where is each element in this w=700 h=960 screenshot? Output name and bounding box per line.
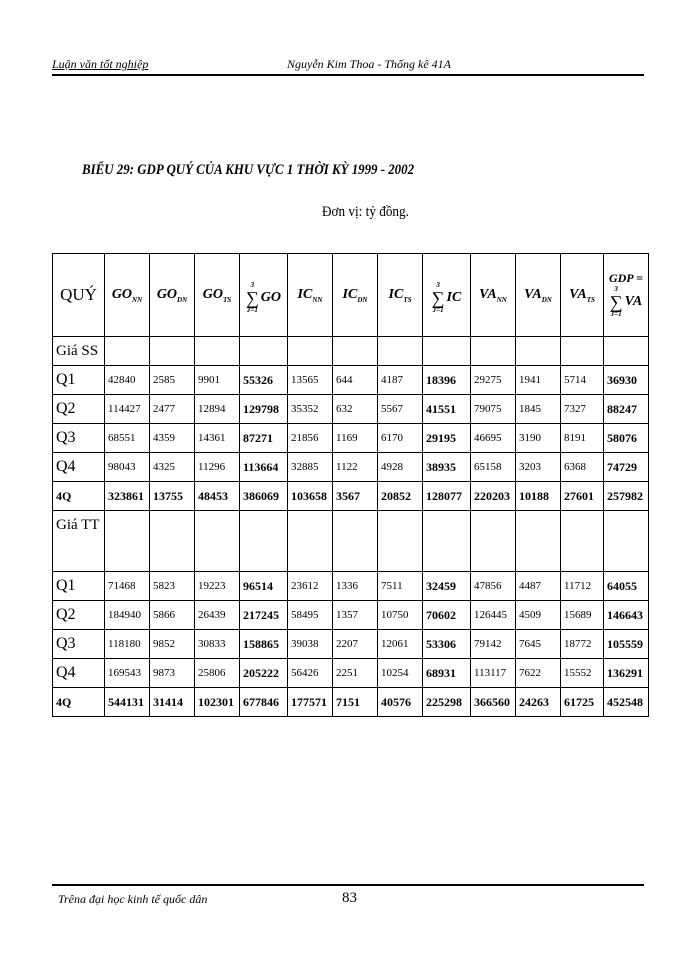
table-cell: 88247	[604, 395, 649, 424]
empty-cell	[288, 337, 333, 366]
table-cell: 58495	[288, 601, 333, 630]
table-cell: 7645	[516, 630, 561, 659]
table-cell: 3203	[516, 453, 561, 482]
table-cell: 29195	[423, 424, 471, 453]
quarter-label: Q2	[53, 395, 105, 424]
table-cell: 4325	[150, 453, 195, 482]
table-cell: 220203	[471, 482, 516, 511]
table-cell: 74729	[604, 453, 649, 482]
table-cell: 113664	[240, 453, 288, 482]
empty-cell	[561, 337, 604, 366]
table-cell: 129798	[240, 395, 288, 424]
table-cell: 32885	[288, 453, 333, 482]
quarter-label: Q3	[53, 424, 105, 453]
col-quy: QUÝ	[53, 254, 105, 337]
table-row	[53, 601, 649, 630]
col-va-dn: $VA_{DN}$	[516, 254, 561, 337]
table-cell: 58076	[604, 424, 649, 453]
unit-label: Đơn vị: tỷ đồng.	[322, 204, 409, 220]
table-cell: 23612	[288, 572, 333, 601]
table-cell: 15552	[561, 659, 604, 688]
table-cell: 64055	[604, 572, 649, 601]
table-cell: 1336	[333, 572, 378, 601]
section-label-row	[53, 337, 649, 366]
table-cell: 4487	[516, 572, 561, 601]
table-cell: 68931	[423, 659, 471, 688]
quarter-label: Q1	[53, 366, 105, 395]
col-go-dn: $GO_{DN}$	[150, 254, 195, 337]
table-cell: 11296	[195, 453, 240, 482]
table-cell: 158865	[240, 630, 288, 659]
table-cell: 7151	[333, 688, 378, 717]
table-cell: 2207	[333, 630, 378, 659]
col-gdp: GDP = 3 ∑ J=1 VA	[604, 254, 649, 337]
table-cell: 32459	[423, 572, 471, 601]
table-row	[53, 395, 649, 424]
table-cell: 105559	[604, 630, 649, 659]
empty-cell	[333, 511, 378, 572]
table-cell: 386069	[240, 482, 288, 511]
table-row	[53, 482, 649, 511]
empty-cell	[150, 337, 195, 366]
table-cell: 7327	[561, 395, 604, 424]
table-cell: 118180	[105, 630, 150, 659]
empty-cell	[423, 511, 471, 572]
quarter-label: Q4	[53, 659, 105, 688]
section-label: Giá TT	[53, 511, 105, 572]
table-cell: 30833	[195, 630, 240, 659]
col-go-nn: $GO_{NN}$	[105, 254, 150, 337]
table-cell: 10188	[516, 482, 561, 511]
table-cell: 217245	[240, 601, 288, 630]
table-cell: 7622	[516, 659, 561, 688]
table-cell: 169543	[105, 659, 150, 688]
table-cell: 15689	[561, 601, 604, 630]
quarter-label: Q4	[53, 453, 105, 482]
table-cell: 102301	[195, 688, 240, 717]
table-cell: 20852	[378, 482, 423, 511]
table-cell: 79075	[471, 395, 516, 424]
table-cell: 257982	[604, 482, 649, 511]
empty-cell	[150, 511, 195, 572]
table-cell: 225298	[423, 688, 471, 717]
table-cell: 79142	[471, 630, 516, 659]
table-cell: 177571	[288, 688, 333, 717]
table-cell: 2585	[150, 366, 195, 395]
table-cell: 5567	[378, 395, 423, 424]
table-cell: 9873	[150, 659, 195, 688]
table-cell: 6368	[561, 453, 604, 482]
table-cell: 38935	[423, 453, 471, 482]
table-cell: 1169	[333, 424, 378, 453]
table-cell: 5866	[150, 601, 195, 630]
table-cell: 677846	[240, 688, 288, 717]
table-cell: 39038	[288, 630, 333, 659]
table-cell: 55326	[240, 366, 288, 395]
table-cell: 6170	[378, 424, 423, 453]
table-cell: 21856	[288, 424, 333, 453]
quarter-label: Q2	[53, 601, 105, 630]
table-cell: 1941	[516, 366, 561, 395]
table-cell: 184940	[105, 601, 150, 630]
table-cell: 13755	[150, 482, 195, 511]
table-cell: 2251	[333, 659, 378, 688]
table-cell: 41551	[423, 395, 471, 424]
table-cell: 61725	[561, 688, 604, 717]
table-cell: 366560	[471, 688, 516, 717]
gdp-table	[52, 253, 649, 717]
col-va-nn: $VA_{NN}$	[471, 254, 516, 337]
header-row	[53, 254, 649, 337]
table-cell: 146643	[604, 601, 649, 630]
table-cell: 11712	[561, 572, 604, 601]
empty-cell	[471, 511, 516, 572]
table-cell: 98043	[105, 453, 150, 482]
empty-cell	[195, 511, 240, 572]
table-cell: 48453	[195, 482, 240, 511]
empty-cell	[471, 337, 516, 366]
table-cell: 96514	[240, 572, 288, 601]
table-cell: 114427	[105, 395, 150, 424]
empty-cell	[516, 337, 561, 366]
table-cell: 644	[333, 366, 378, 395]
footer-left: Trêna đại học kinh tế quốc dân	[58, 892, 208, 906]
page-number: 83	[342, 890, 357, 906]
table-cell: 9901	[195, 366, 240, 395]
section-label-row	[53, 511, 649, 572]
table-cell: 19223	[195, 572, 240, 601]
col-ic-nn: $IC_{NN}$	[288, 254, 333, 337]
table-cell: 47856	[471, 572, 516, 601]
empty-cell	[561, 511, 604, 572]
table-cell: 87271	[240, 424, 288, 453]
section-label: Giá SS	[53, 337, 105, 366]
table-cell: 18772	[561, 630, 604, 659]
table-cell: 4187	[378, 366, 423, 395]
table-cell: 40576	[378, 688, 423, 717]
empty-cell	[288, 511, 333, 572]
table-cell: 5714	[561, 366, 604, 395]
table-cell: 5823	[150, 572, 195, 601]
table-cell: 10750	[378, 601, 423, 630]
empty-cell	[604, 511, 649, 572]
empty-cell	[240, 511, 288, 572]
quarter-label: Q1	[53, 572, 105, 601]
quarter-label: 4Q	[53, 688, 105, 717]
table-cell: 2477	[150, 395, 195, 424]
col-go-ts: $GO_{TS}$	[195, 254, 240, 337]
table-cell: 35352	[288, 395, 333, 424]
col-ic-sum: 3 ∑ J=1 IC	[423, 254, 471, 337]
header-center: Nguyễn Kim Thoa - Thống kê 41A	[287, 57, 451, 71]
empty-cell	[333, 337, 378, 366]
table-cell: 24263	[516, 688, 561, 717]
table-cell: 10254	[378, 659, 423, 688]
table-cell: 27601	[561, 482, 604, 511]
col-va-ts: $VA_{TS}$	[561, 254, 604, 337]
table-cell: 29275	[471, 366, 516, 395]
table-cell: 4509	[516, 601, 561, 630]
table-cell: 3190	[516, 424, 561, 453]
table-cell: 1122	[333, 453, 378, 482]
table-cell: 452548	[604, 688, 649, 717]
empty-cell	[423, 337, 471, 366]
table-row	[53, 630, 649, 659]
table-cell: 13565	[288, 366, 333, 395]
table-cell: 113117	[471, 659, 516, 688]
table-cell: 103658	[288, 482, 333, 511]
table-cell: 544131	[105, 688, 150, 717]
table-row	[53, 424, 649, 453]
quarter-label: Q3	[53, 630, 105, 659]
table-cell: 7511	[378, 572, 423, 601]
header-left: Luận văn tốt nghiệp	[52, 57, 149, 71]
table-cell: 42840	[105, 366, 150, 395]
table-cell: 4928	[378, 453, 423, 482]
table-cell: 128077	[423, 482, 471, 511]
table-cell: 12061	[378, 630, 423, 659]
empty-cell	[516, 511, 561, 572]
table-cell: 9852	[150, 630, 195, 659]
table-cell: 126445	[471, 601, 516, 630]
page-header	[52, 56, 644, 76]
col-ic-ts: $IC_{TS}$	[378, 254, 423, 337]
table-cell: 14361	[195, 424, 240, 453]
empty-cell	[378, 511, 423, 572]
table-cell: 36930	[604, 366, 649, 395]
table-row	[53, 688, 649, 717]
table-row	[53, 366, 649, 395]
table-cell: 71468	[105, 572, 150, 601]
table-cell: 136291	[604, 659, 649, 688]
empty-cell	[105, 337, 150, 366]
col-ic-dn: $IC_{DN}$	[333, 254, 378, 337]
table-row	[53, 572, 649, 601]
col-go-sum: 3 ∑ J=1 GO	[240, 254, 288, 337]
page-footer	[52, 884, 644, 906]
table-cell: 68551	[105, 424, 150, 453]
table-cell: 46695	[471, 424, 516, 453]
table-cell: 70602	[423, 601, 471, 630]
table-cell: 3567	[333, 482, 378, 511]
table-cell: 4359	[150, 424, 195, 453]
table-cell: 323861	[105, 482, 150, 511]
table-cell: 56426	[288, 659, 333, 688]
table-cell: 65158	[471, 453, 516, 482]
table-cell: 31414	[150, 688, 195, 717]
empty-cell	[604, 337, 649, 366]
table-cell: 25806	[195, 659, 240, 688]
table-cell: 632	[333, 395, 378, 424]
table-title: BIỂU 29: GDP QUÝ CỦA KHU VỰC 1 THỜI KỲ 1999 - 2002	[82, 162, 415, 178]
table-cell: 18396	[423, 366, 471, 395]
table-cell: 53306	[423, 630, 471, 659]
empty-cell	[195, 337, 240, 366]
empty-cell	[378, 337, 423, 366]
table-cell: 26439	[195, 601, 240, 630]
empty-cell	[105, 511, 150, 572]
table-cell: 1845	[516, 395, 561, 424]
table-cell: 1357	[333, 601, 378, 630]
table-cell: 205222	[240, 659, 288, 688]
quarter-label: 4Q	[53, 482, 105, 511]
table-row	[53, 453, 649, 482]
empty-cell	[240, 337, 288, 366]
table-cell: 12894	[195, 395, 240, 424]
table-row	[53, 659, 649, 688]
table-cell: 8191	[561, 424, 604, 453]
